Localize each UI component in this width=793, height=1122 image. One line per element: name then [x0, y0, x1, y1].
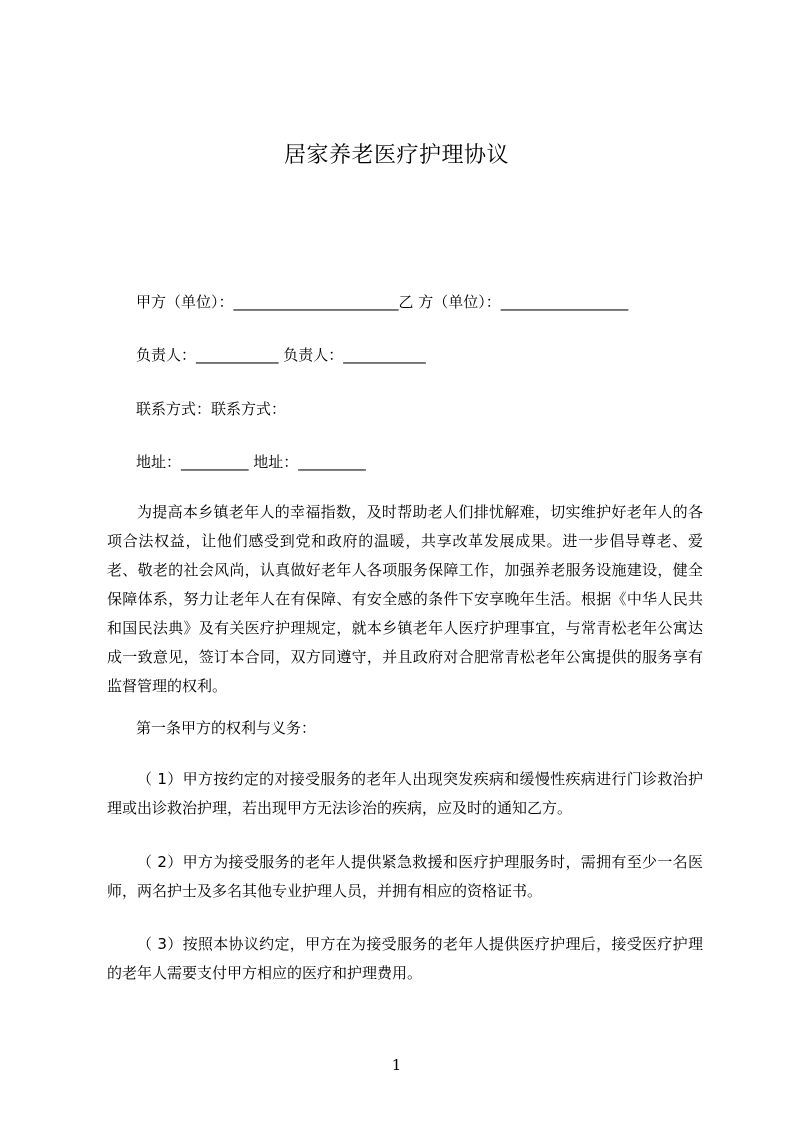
article-one-heading: 第一条甲方的权利与义务：	[136, 719, 317, 737]
intro-paragraph: 为提高本乡镇老年人的幸福指数，及时帮助老人们排忧解难，切实维护好老年人的各项合法权益，让他们感受到党和政府的温暖，共享改革发展成果。进一步倡导尊老、爱老、敬老的社会风尚，认真做好老年人各项服务保障工作，加强养老服务设施建设，健全保障体系，努力让老年人在有保障、有安全感的条件下安享晚年生活。根据《中华人民共和国民法典》及有关医疗护理规定，就本乡镇老年人医疗护理事宜，与常青松老年公寓达成一致意见，签订本合同，双方同遵守，并且政府对合肥常青松老年公寓提供的服务享有监督管理的权利。	[107, 503, 703, 695]
party-line: 甲方（单位）：______________________乙 方（单位）：_________________	[136, 293, 629, 311]
page-number: 1	[391, 1056, 402, 1074]
clause-2: （ 2）甲方为接受服务的老年人提供紧急救援和医疗护理服务时，需拥有至少一名医师，两名护士及多名其他专业护理人员，并拥有相应的资格证书。	[107, 853, 703, 900]
clause-3: （ 3）按照本协议约定，甲方在为接受服务的老年人提供医疗护理后，接受医疗护理的老年人需要支付甲方相应的医疗和护理费用。	[107, 935, 703, 982]
clause-1: （ 1）甲方按约定的对接受服务的老年人出现突发疾病和缓慢性疾病进行门诊救治护理或出诊救治护理，若出现甲方无法诊治的疾病，应及时的通知乙方。	[107, 770, 703, 817]
contact-line: 联系方式：联系方式：	[136, 400, 287, 418]
page-title: 居家养老医疗护理协议	[283, 143, 509, 168]
address-line: 地址：_________ 地址：_________	[136, 453, 366, 471]
responsible-line: 负责人：___________ 负责人：___________	[136, 346, 426, 364]
